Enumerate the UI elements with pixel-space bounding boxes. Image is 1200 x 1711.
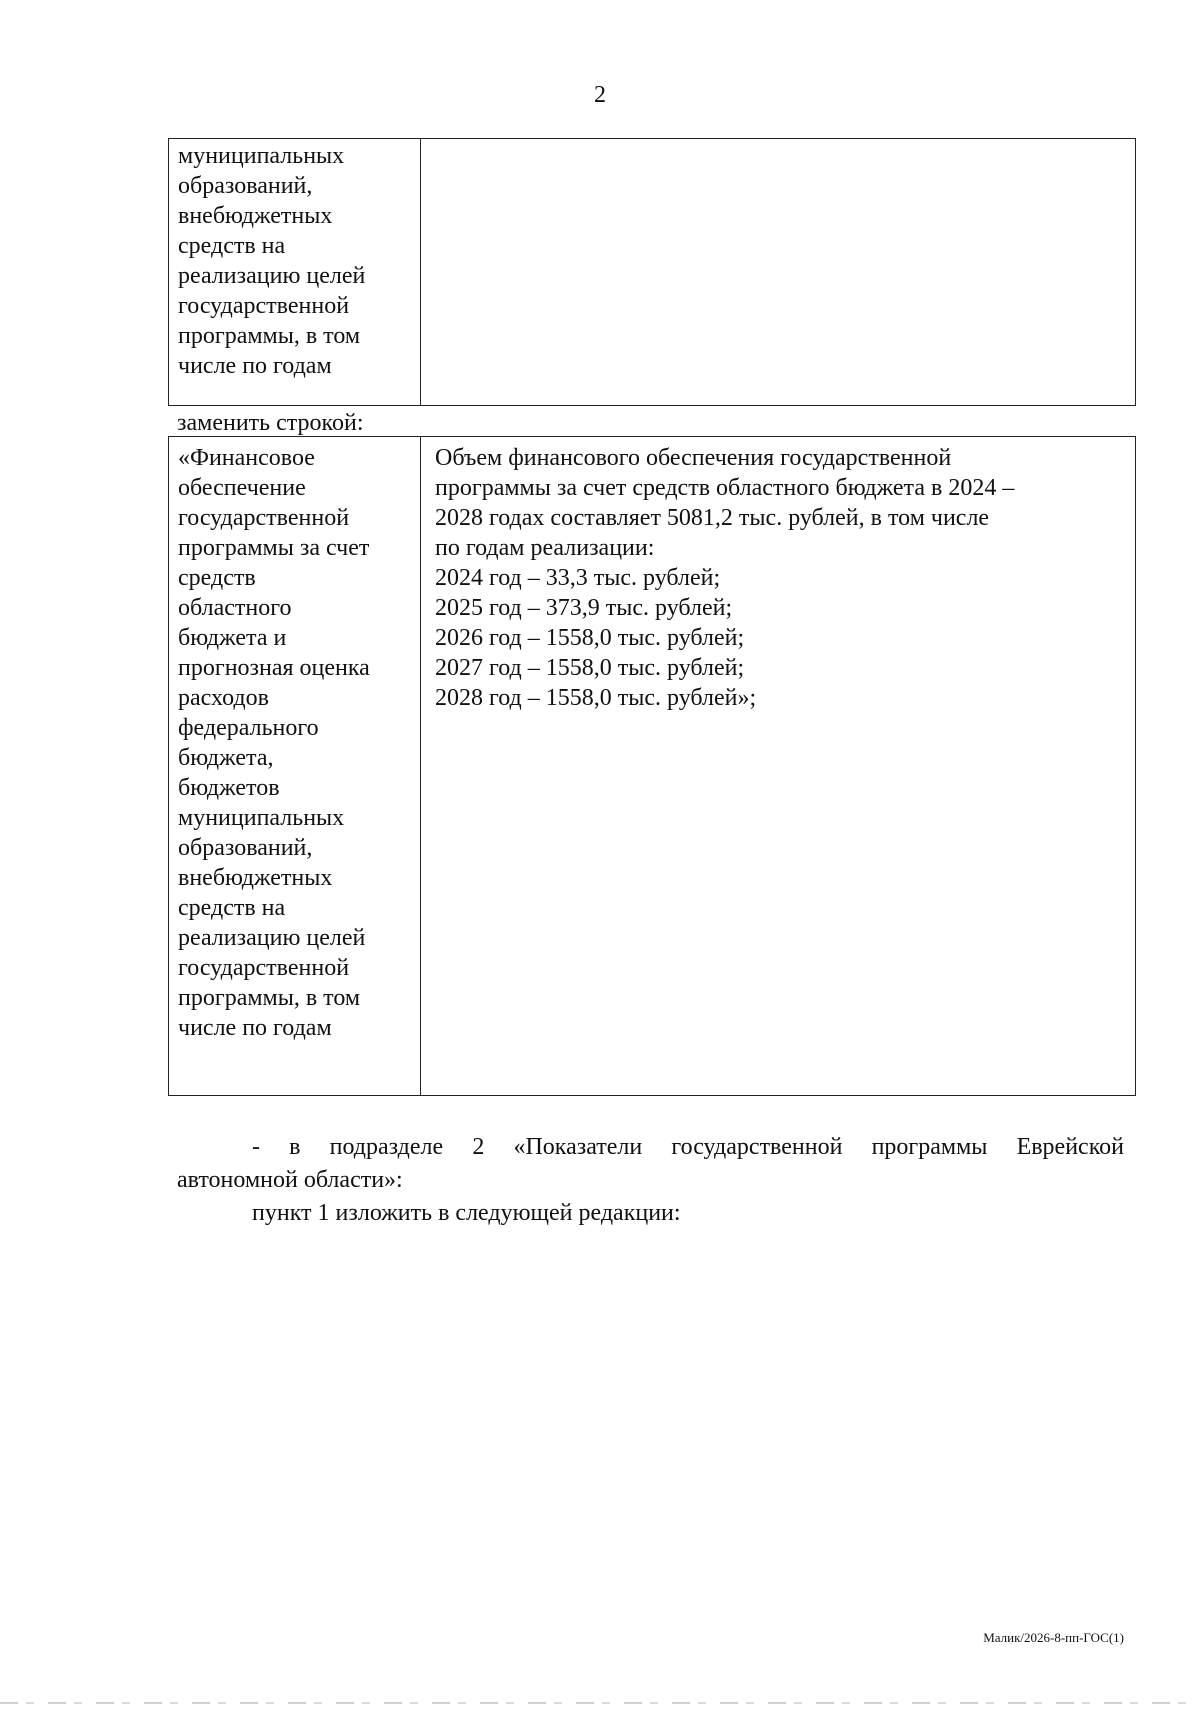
table-line: федерального xyxy=(178,715,319,741)
table-line: бюджетов xyxy=(178,775,280,801)
table-line: областного xyxy=(178,595,292,621)
table-previous-row xyxy=(168,138,1136,406)
table-new-left-cell xyxy=(169,437,421,1095)
table-line: внебюджетных xyxy=(178,203,333,229)
table-line: программы, в том xyxy=(178,985,361,1011)
table-line: числе по годам xyxy=(178,353,332,379)
table-line: «Финансовое xyxy=(178,445,315,471)
replace-instruction: заменить строкой: xyxy=(177,410,364,436)
table-line: реализацию целей xyxy=(178,925,366,951)
table-line: расходов xyxy=(178,685,269,711)
table-previous-left-cell xyxy=(169,139,421,405)
table-line: программы за счет xyxy=(178,535,370,561)
table-line: образований, xyxy=(178,173,313,199)
table-line: государственной xyxy=(178,505,350,531)
paragraph-line-1: - в подразделе 2 «Показатели государственной программы Еврейской xyxy=(252,1134,1124,1160)
table-line: 2028 годах составляет 5081,2 тыс. рублей, в том числе xyxy=(435,505,990,531)
table-line: средств на xyxy=(178,233,286,259)
table-line: средств xyxy=(178,565,256,591)
table-line: средств на xyxy=(178,895,286,921)
table-line: 2025 год – 373,9 тыс. рублей; xyxy=(435,595,733,621)
table-line: реализацию целей xyxy=(178,263,366,289)
table-line: программы, в том xyxy=(178,323,361,349)
table-line: Объем финансового обеспечения государственной xyxy=(435,445,952,471)
table-line: бюджета, xyxy=(178,745,274,771)
table-line: бюджета и xyxy=(178,625,287,651)
paragraph-line-2: автономной области»: xyxy=(177,1167,403,1193)
table-line: внебюджетных xyxy=(178,865,333,891)
table-line: обеспечение xyxy=(178,475,306,501)
paragraph-line-3: пункт 1 изложить в следующей редакции: xyxy=(252,1200,681,1226)
table-line: 2026 год – 1558,0 тыс. рублей; xyxy=(435,625,745,651)
table-line: 2024 год – 33,3 тыс. рублей; xyxy=(435,565,721,591)
footer-document-code: Малик/2026-8-пп-ГОС(1) xyxy=(983,1630,1124,1645)
table-line: муниципальных xyxy=(178,805,345,831)
table-new-row xyxy=(168,436,1136,1096)
table-line: 2027 год – 1558,0 тыс. рублей; xyxy=(435,655,745,681)
table-line: по годам реализации: xyxy=(435,535,655,561)
scan-edge-noise xyxy=(0,1702,1200,1704)
table-line: числе по годам xyxy=(178,1015,332,1041)
table-line: прогнозная оценка xyxy=(178,655,370,681)
table-new-right-cell xyxy=(421,437,1135,1095)
table-line: образований, xyxy=(178,835,313,861)
table-line: государственной xyxy=(178,293,350,319)
table-line: муниципальных xyxy=(178,143,345,169)
page-number: 2 xyxy=(594,82,606,108)
table-line: программы за счет средств областного бюджета в 2024 – xyxy=(435,475,1015,501)
table-line: 2028 год – 1558,0 тыс. рублей»; xyxy=(435,685,757,711)
table-line: государственной xyxy=(178,955,350,981)
table-previous-right-cell xyxy=(421,139,1135,405)
